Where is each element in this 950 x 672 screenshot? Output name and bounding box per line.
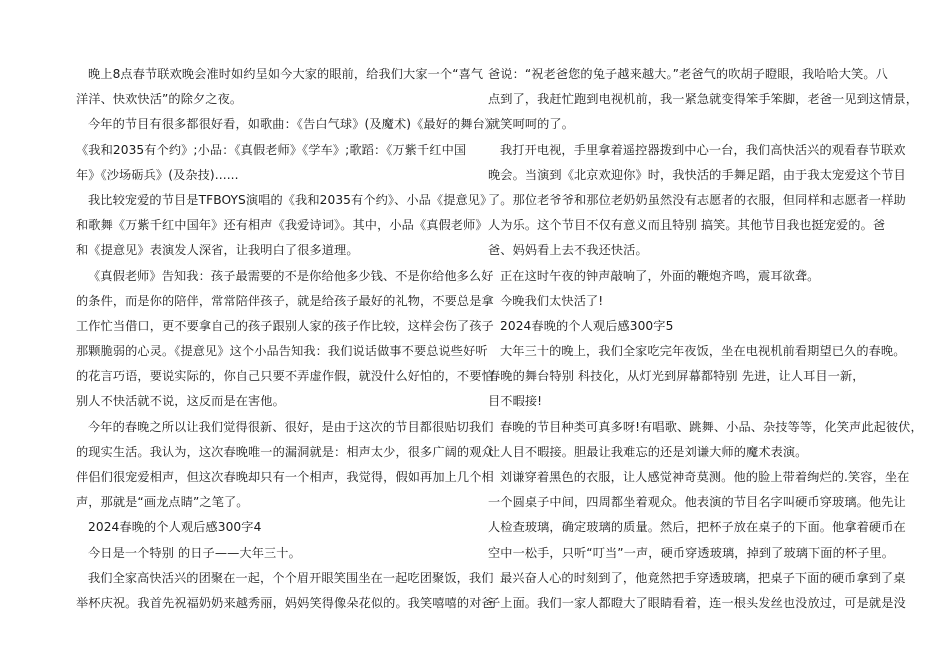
text-line: 最兴奋人心的时刻到了，他竟然把手穿透玻璃，把桌子下面的硬币拿到了桌 [500,570,906,585]
text-line: 今晚我们太快活了! [500,293,604,308]
text-line: 我打开电视，手里拿着遥控器拨到中心一台，我们高快活兴的观看春节联欢 [500,142,906,157]
text-line: 爸说：“祝老爸您的兔子越来越大。”老爸气的吹胡子瞪眼，我哈哈大笑。八 [488,67,888,81]
text-line: 春晚的节目种类可真多呀!有唱歌、跳舞、小品、杂技等等，化笑声此起彼伏， [500,419,923,434]
text-line: 正在这时午夜的钟声敲响了，外面的鞭炮齐鸣，震耳欲聋。 [500,268,820,283]
text-line: 今年的春晚之所以让我们觉得很新、很好，是由于这次的节目都很贴切我们 [88,419,494,434]
text-line: 那颗脆弱的心灵。《提意见》这个小品告知我：我们说话做事不要总说些好听 [76,344,488,359]
text-line: 人为乐。这个节目不仅有意义而且特别 搞笑。其他节目我也挺宠爱的。爸 [488,218,886,233]
text-line: 工作忙当借口，更不要拿自己的孩子跟别人家的孩子作比较，这样会伤了孩子 [76,318,494,333]
text-line: 空中一松手，只听“叮当”一声，硬币穿透玻璃，掉到了玻璃下面的杯子里。 [488,545,895,560]
text-line: 大年三十的晚上，我们全家吃完年夜饭，坐在电视机前看期望已久的春晚。 [500,344,906,359]
text-line: 今日是一个特别 的日子——大年三十。 [88,545,301,560]
text-line: 晚会。当演到《北京欢迎你》时，我快活的手舞足蹈，由于我太宠爱这个节目 [488,167,906,182]
text-line: 了。那位老爷爷和那位老奶奶虽然没有志愿者的衣服，但同样和志愿者一样助 [488,192,906,207]
text-line: 点到了，我赶忙跑到电视机前，我一紧急就变得笨手笨脚，老爸一见到这情景， [488,92,919,107]
text-line: 的条件，而是你的陪伴，常常陪伴孩子，就是给孩子最好的礼物，不要总是拿 [76,293,494,308]
text-line: 举杯庆祝。我首先祝福奶奶来越秀丽，妈妈笑得像朵花似的。我笑嘻嘻的对爸 [76,595,494,610]
text-line: 让人目不暇接。胆最让我难忘的还是刘谦大师的魔术表演。 [488,444,808,459]
text-line: 子上面。我们一家人都瞪大了眼睛看着，连一根头发丝也没放过，可是就是没 [488,595,906,610]
text-line: 《我和2035有个约》;小品：《真假老师》《学车》;歌蹈：《万紫千红中国 [76,142,467,157]
text-line: 今年的节目有很多都很好看，如歌曲：《告白气球》(及魔术)《最好的舞台》 [88,117,498,132]
text-line: 爸、妈妈看上去不我还快活。 [488,243,648,258]
text-line: 晚上8点春节联欢晚会准时如约呈如今大家的眼前，给我们大家一个“喜气 [88,67,484,81]
text-line: 一个圆桌子中间，四周都坐着观众。他表演的节目名字叫硬币穿玻璃。他先让 [488,495,906,510]
text-line: 人检查玻璃，确定玻璃的质量。然后，把杯子放在桌子的下面。他拿着硬币在 [488,520,906,535]
text-line: 和歌舞《万紫千红中国年》还有相声《我爱诗词》。其中，小品《真假老师》 [76,218,488,233]
text-line: 2024春晚的个人观后感300字4 [88,520,262,535]
text-line: 别人不快活就不说，这反而是在害他。 [76,394,285,409]
text-line: 2024春晚的个人观后感300字5 [500,318,674,333]
text-line: 伴侣们很宠爱相声，但这次春晚却只有一个相声，我觉得，假如再加上几个相 [76,470,494,484]
text-line: 年》《沙场砺兵》(及杂技)...... [76,167,239,182]
left-text-column [76,62,498,616]
text-line: 刘谦穿着黑色的衣服，让人感觉神奇莫测。他的脸上带着绚烂的.笑容，坐在 [500,470,910,484]
right-text-column [488,62,923,616]
text-line: 就笑呵呵的了。 [488,117,575,132]
text-line: 声，那就是“画龙点睛”之笔了。 [76,495,249,510]
text-line: 《真假老师》告知我：孩子最需要的不是你给他多少钱、不是你给他多么好 [88,268,494,283]
text-line: 我们全家高快活兴的团聚在一起，个个眉开眼笑围坐在一起吃团聚饭，我们 [88,570,494,585]
text-line: 和《提意见》表演发人深省，让我明白了很多道理。 [76,243,359,258]
text-line: 的花言巧语，要说实际的，你自己只要不弄虚作假，就没什么好怕的，不要怕 [76,369,494,384]
text-line: 我比较宠爱的节目是TFBOYS演唱的《我和2035有个约》、小品《提意见》 [88,192,493,207]
text-line: 洋洋、快欢快活”的除夕之夜。 [76,92,243,107]
text-line: 的现实生活。我认为，这次春晚唯一的漏洞就是：相声太少，很多广阔的观众 [76,444,494,459]
text-line: 目不暇接! [488,394,543,409]
text-line: 春晚的舞台特别 科技化，从灯光到屏幕都特别 先进，让人耳目一新， [488,369,865,384]
